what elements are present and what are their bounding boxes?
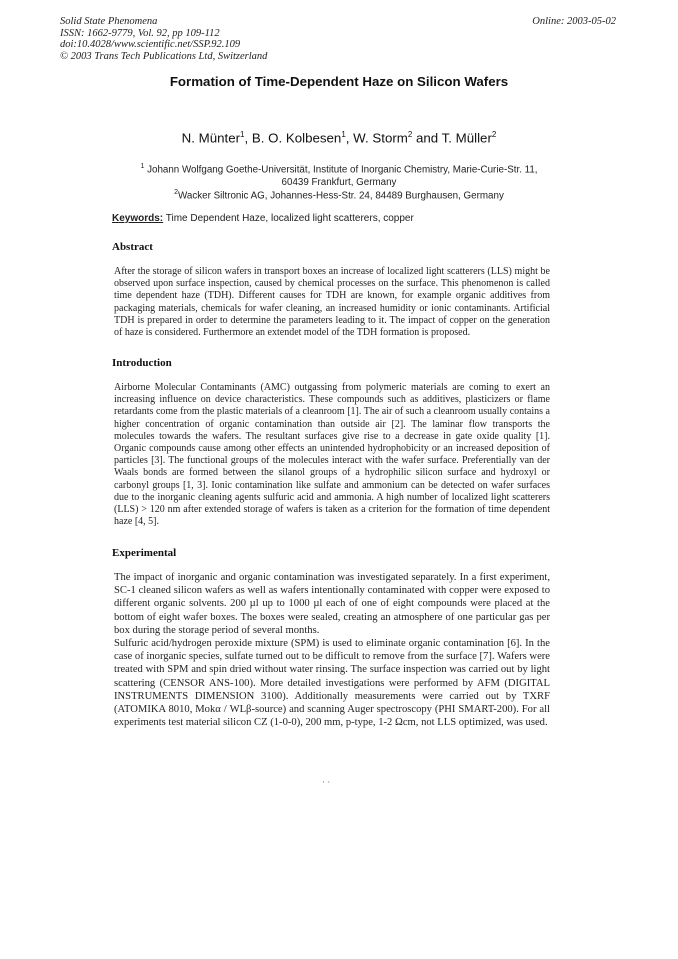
introduction-text: Airborne Molecular Contaminants (AMC) outgassing from polymeric materials are coming to exert an increasing influence on device characteristics. These compounds such as additives, plasticizers or flame retardants come from the plastic materials of a cleanroom [1]. The air of such a cleanroom usually contains a higher concentration of organic contamination than outside air [2]. The laminar flow transports the molecules towards the wafers. The resultant surfaces give rise to a decrease in gate oxide quality [1]. Organic compounds cause among other effects an unintended hydrophobicity or an increased deposition of particles [3]. The functional groups of the molecules interact with the wafer surface. Preferentially van der Waals bonds are formed between the silanol groups of a hydrophilic silicon surface and hydroxyl or carbonyl groups [1, 3]. Ionic contamination like sulfate and ammonium can be detected on wafer surfaces due to the inorganic cleaning agents sulfuric acid and ammonia. A high number of localized light scatterers (LLS) > 120 nm after extended storage of wafers is taken as a criterion for the formation of time dependent haze [4, 5]. xyxy=(114,382,550,528)
author-name: and T. Müller xyxy=(412,130,492,146)
author-affiliation-mark: 1 xyxy=(240,130,245,139)
online-date: Online: 2003-05-02 xyxy=(532,16,616,27)
doi-line: doi:10.4028/www.scientific.net/SSP.92.109 xyxy=(60,39,241,50)
affiliation-line: Johann Wolfgang Goethe-Universität, Institute of Inorganic Chemistry, Marie-Curie-Str. 11, xyxy=(147,164,538,176)
experimental-heading: Experimental xyxy=(112,547,177,559)
introduction-heading: Introduction xyxy=(112,357,172,369)
copyright-line: © 2003 Trans Tech Publications Ltd, Switzerland xyxy=(60,50,268,62)
affiliation-line: Wacker Siltronic AG, Johannes-Hess-Str. 24, 84489 Burghausen, Germany xyxy=(178,190,504,202)
author-affiliation-mark: 2 xyxy=(407,130,413,139)
keywords xyxy=(112,213,572,224)
affiliation-1 xyxy=(100,160,578,189)
author-affiliation-mark: 1 xyxy=(341,130,346,139)
paper-title: Formation of Time-Dependent Haze on Silicon Wafers xyxy=(169,74,509,89)
author-affiliation-mark: 2 xyxy=(491,130,497,139)
journal-header xyxy=(60,16,267,62)
page-mark: · · xyxy=(322,777,331,787)
abstract-text: After the storage of silicon wafers in transport boxes an increase of localized light scatterers (LLS) might be observed upon surface inspection, caused by chemical processes on the surface. This phenomenon is called time dependent haze (TDH). Different causes for TDH are known, for example organic additives from packaging materials, chemicals for wafer cleaning, an increased humidity or ionic contaminants. Artificial TDH is prepared in order to determine the parameters leading to it. The impact of copper on the generation of haze is considered. Furthermore an extendet model of the TDH formation is proposed. xyxy=(114,266,550,339)
keywords-text: Time Dependent Haze, localized light scatterers, copper xyxy=(165,213,414,224)
author-name: , B. O. Kolbesen xyxy=(244,130,342,146)
journal-name: Solid State Phenomena xyxy=(60,16,158,27)
issn-line: ISSN: 1662-9779, Vol. 92, pp 109-112 xyxy=(60,27,220,39)
author-name: N. Münter xyxy=(181,130,241,146)
keywords-label: Keywords: xyxy=(112,213,164,224)
affiliation-mark: 1 xyxy=(140,163,145,170)
author-name: , W. Storm xyxy=(345,130,408,146)
affiliation-line: 60439 Frankfurt, Germany xyxy=(281,177,397,189)
experimental-paragraph-2: Sulfuric acid/hydrogen peroxide mixture (SPM) is used to eliminate organic contamination [6]. In the case of inorganic species, sulfate turned out to be difficult to remove from the surface [7]. Wafers were treated with SPM and spin dried without water rinsing. The surface inspection was carried out by light scattering (CENSOR ANS-100). More detailed investigations were performed by AFM (DIGITAL INSTRUMENTS DIMENSION 3100). Additionally measurements were carried out by TXRF (ATOMIKA 8010, Mokα / WLβ-source) and scanning Auger spectroscopy (PHI SMART-200). For all experiments test material silicon CZ (1-0-0), 200 mm, p-type, 1-2 Ωcm, not LLS optimized, was used. xyxy=(114,638,550,729)
experimental-paragraph-1: The impact of inorganic and organic contamination was investigated separately. In a first experiment, SC-1 cleaned silicon wafers as well as wafers intentionally contaminated with copper were exposed to different organic solvents. 200 µl up to 1000 µl each of one of eight compounds were placed at the bottom of eight wafer boxes. The boxes were sealed, creating an atmosphere of one particular gas per box during the storage period of several months. xyxy=(114,572,550,636)
abstract-heading: Abstract xyxy=(112,241,153,253)
author-list xyxy=(0,130,678,145)
affiliation-2 xyxy=(100,186,578,202)
affiliation-mark: 2 xyxy=(174,189,179,196)
